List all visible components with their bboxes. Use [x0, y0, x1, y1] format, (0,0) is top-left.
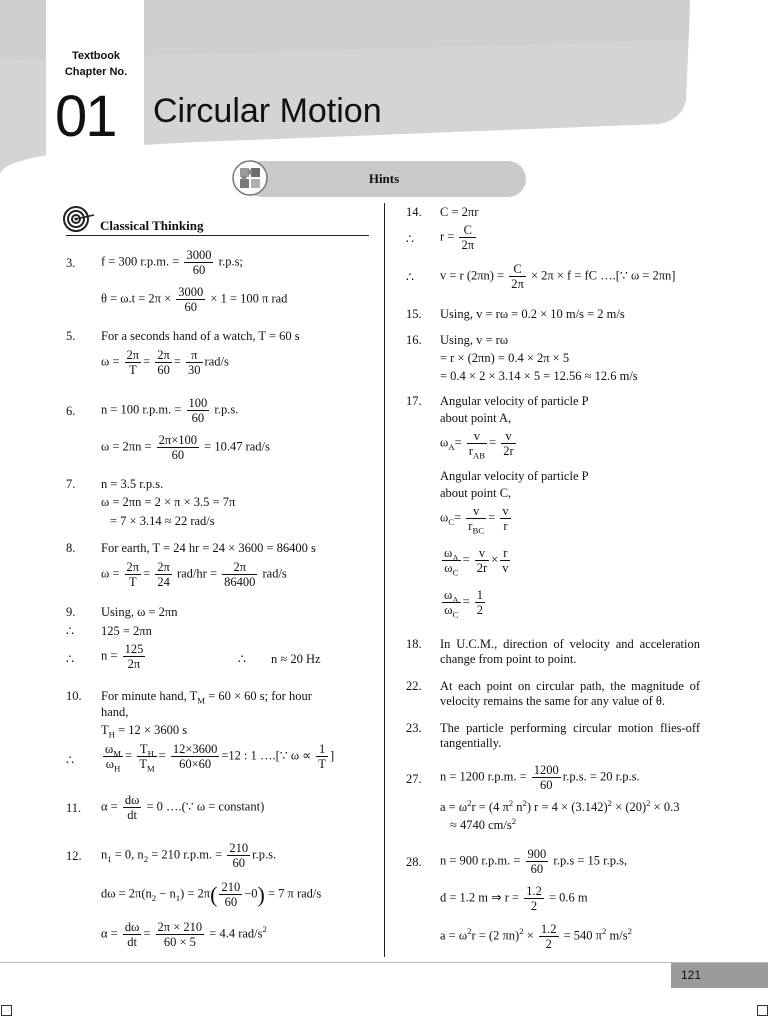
- problem-8-line-2: ω = $\frac{2\pi}{T}$ = $\frac{2\pi}{24}$ rad/hr = $\frac{2\pi}{86400}$ rad/s: [101, 560, 287, 589]
- problem-3-line-1: f = 300 r.p.m. = $\frac{3000}{60}$ r.p.s;: [101, 248, 243, 277]
- problem-number: 22.: [406, 679, 422, 693]
- problem-10-line-4: $\frac{\omega_M}{\omega_H}$ = $\frac{T_H}{T_M}$ = $\frac{12\times 3600}{60\times 60}$ =12 : 1 ….[∵ ω ∝ $\frac{1}{T}$ ]: [105, 742, 335, 774]
- therefore-symbol: ∴: [406, 232, 414, 246]
- problem-12-line-1: $n_1 = 0$, $n_2 = 210$ r.p.m. = $\frac{210}{60}$ r.p.s.: [101, 841, 277, 870]
- problem-5-line-2: ω = $\frac{2\pi}{T}$ = $\frac{2\pi}{60}$ = $\frac{\pi}{30}$ rad/s: [101, 348, 229, 377]
- problem-10-line-2: hand,: [101, 705, 129, 719]
- problem-28-line-3: $a = \omega^2r = (2$ πn)$^2$ × $\frac{1.2}{2}$ = 540 $\pi^2$ $m/s^2$: [440, 922, 632, 951]
- problem-16-line-1: Using, v = rω: [440, 333, 509, 347]
- problem-23-text: The particle performing circular motion flies-off tangentially.: [440, 721, 700, 750]
- problem-27-line-1: n = 1200 r.p.m. = $\frac{1200}{60}$ r.p.s. = 20 r.p.s.: [440, 763, 640, 792]
- therefore-symbol: ∴: [406, 270, 414, 284]
- problem-6-line-1: n = 100 r.p.m. = $\frac{100}{60}$ r.p.s.: [101, 396, 239, 425]
- therefore-symbol: ∴: [66, 652, 74, 666]
- problem-number: 12.: [66, 849, 82, 863]
- problem-28-line-1: n = 900 r.p.m. = $\frac{900}{60}$ r.p.s = 15 r.p.s,: [440, 847, 628, 876]
- problem-7-line-1: n = 3.5 r.p.s.: [101, 477, 164, 491]
- chapter-label: Textbook Chapter No.: [64, 50, 128, 78]
- problem-9-line-2: 125 = 2πn: [101, 624, 152, 638]
- problem-7-line-3: = 7 × 3.14 ≈ 22 rad/s: [110, 514, 215, 528]
- problem-15-line-1: Using, v = rω = 0.2 × 10 m/s = 2 m/s: [440, 307, 625, 321]
- problem-14-line-3: v = r (2πn) = $\frac{C}{2\pi}$ × 2π × f = fC ….[∵ ω = 2πn]: [440, 262, 676, 291]
- problem-9-line-1: Using, ω = 2πn: [101, 605, 178, 619]
- problem-8-line-1: For earth, T = 24 hr = 24 × 3600 = 86400 s: [101, 541, 316, 555]
- problem-10-line-3: $T_H = 12 \times 3600$ s: [101, 723, 188, 740]
- hints-title: Hints: [368, 171, 400, 186]
- problem-6-line-2: ω = 2πn = $\frac{2\pi\times 100}{60}$ = 10.47 rad/s: [101, 433, 270, 462]
- crop-mark: [1, 1005, 12, 1016]
- problem-7-line-2: ω = 2πn = 2 × π × 3.5 = 7π: [101, 495, 236, 509]
- problem-number: 9.: [66, 605, 76, 619]
- footer-rule: [0, 962, 768, 963]
- problem-27-line-2: $a = \omega^2r = (4$ $\pi^2$ $n^2$) $r = 4 \times (3.142)^2 \times (20)^2 \times 0.3$: [440, 797, 680, 814]
- page-number: 121: [680, 968, 702, 982]
- problem-17-line-5: about point C,: [440, 486, 512, 500]
- problem-number: 5.: [66, 329, 76, 343]
- problem-16-line-3: = 0.4 × 2 × 3.14 × 5 = 12.56 ≈ 12.6 m/s: [440, 369, 638, 383]
- therefore-symbol: ∴: [66, 624, 74, 638]
- right-column: [384, 0, 768, 1024]
- problem-number: 8.: [66, 541, 76, 555]
- problem-17-line-1: Angular velocity of particle P: [440, 394, 589, 408]
- problem-number: 10.: [66, 689, 82, 703]
- problem-number: 11.: [66, 801, 82, 815]
- problem-number: 23.: [406, 721, 422, 735]
- section-title: Classical Thinking: [100, 218, 204, 233]
- problem-5-line-1: For a seconds hand of a watch, T = 60 s: [101, 329, 300, 343]
- problem-17-line-3: $\omega_A=$ v $r_{AB}$ = $\frac{v}{2r}$: [440, 429, 514, 461]
- therefore-symbol: ∴: [66, 753, 74, 767]
- problem-16-line-2: = r × (2πn) = 0.4 × 2π × 5: [440, 351, 570, 365]
- problem-11-line-1: α = $\frac{d\omega}{dt}$ = 0 ….(∵ ω = constant): [101, 793, 265, 822]
- problem-17-line-6: $\omega_C=$ v $r_{BC}$ = $\frac{v}{r}$: [440, 504, 509, 536]
- problem-number: 18.: [406, 637, 422, 651]
- problem-22-text: At each point on circular path, the magnitude of velocity remains the same for any value of θ.: [440, 679, 700, 708]
- chapter-title: Circular Motion: [153, 92, 382, 130]
- problem-27-line-3: ≈ 4740 $cm/s^2$: [450, 815, 517, 832]
- problem-number: 14.: [406, 205, 422, 219]
- problem-number: 28.: [406, 855, 422, 869]
- problem-number: 27.: [406, 772, 422, 786]
- problem-9-line-3: n = $\frac{125}{2\pi}$: [101, 642, 144, 671]
- problem-number: 15.: [406, 307, 422, 321]
- problem-17-line-7: $\frac{\omega_A}{\omega_C}$ = $\frac{v}{2r}$ × $\frac{r}{v}$: [444, 546, 509, 578]
- problem-12-line-3: α = $\frac{d\omega}{dt}$ = $\frac{2\pi \times 210}{60 \times 5}$ = 4.4 rad/$s^2$: [101, 920, 267, 949]
- problem-14-line-2: r = $\frac{C}{2\pi}$: [440, 223, 475, 252]
- problem-number: 3.: [66, 256, 76, 270]
- problem-number: 6.: [66, 404, 76, 418]
- problem-number: 17.: [406, 394, 422, 408]
- problem-18-text: In U.C.M., direction of velocity and acceleration change from point to point.: [440, 637, 700, 666]
- crop-mark: [757, 1005, 768, 1016]
- therefore-symbol: ∴: [238, 652, 246, 666]
- problem-17-line-2: about point A,: [440, 411, 512, 425]
- chapter-number: 01: [55, 84, 116, 149]
- problem-17-line-8: $\frac{\omega_A}{\omega_C}$ = $\frac{1}{2}$: [444, 588, 483, 620]
- problem-14-line-1: C = 2πr: [440, 205, 479, 219]
- problem-10-line-1: For minute hand, $T_M = 60 \times 60$ s; for hour: [101, 689, 312, 706]
- problem-12-line-2: $d\omega = 2\pi(n_2 - n_1) = 2\pi$( $\frac{210}{60}$ −0) = 7 π rad/s: [101, 880, 322, 909]
- problem-9-result: n ≈ 20 Hz: [271, 652, 321, 666]
- problem-28-line-2: d = 1.2 m ⇒ r = $\frac{1.2}{2}$ = 0.6 m: [440, 884, 588, 913]
- problem-number: 16.: [406, 333, 422, 347]
- problem-number: 7.: [66, 477, 76, 491]
- problem-17-line-4: Angular velocity of particle P: [440, 469, 589, 483]
- problem-3-line-2: θ = ω.t = 2π × $\frac{3000}{60}$ × 1 = 100 π rad: [101, 285, 288, 314]
